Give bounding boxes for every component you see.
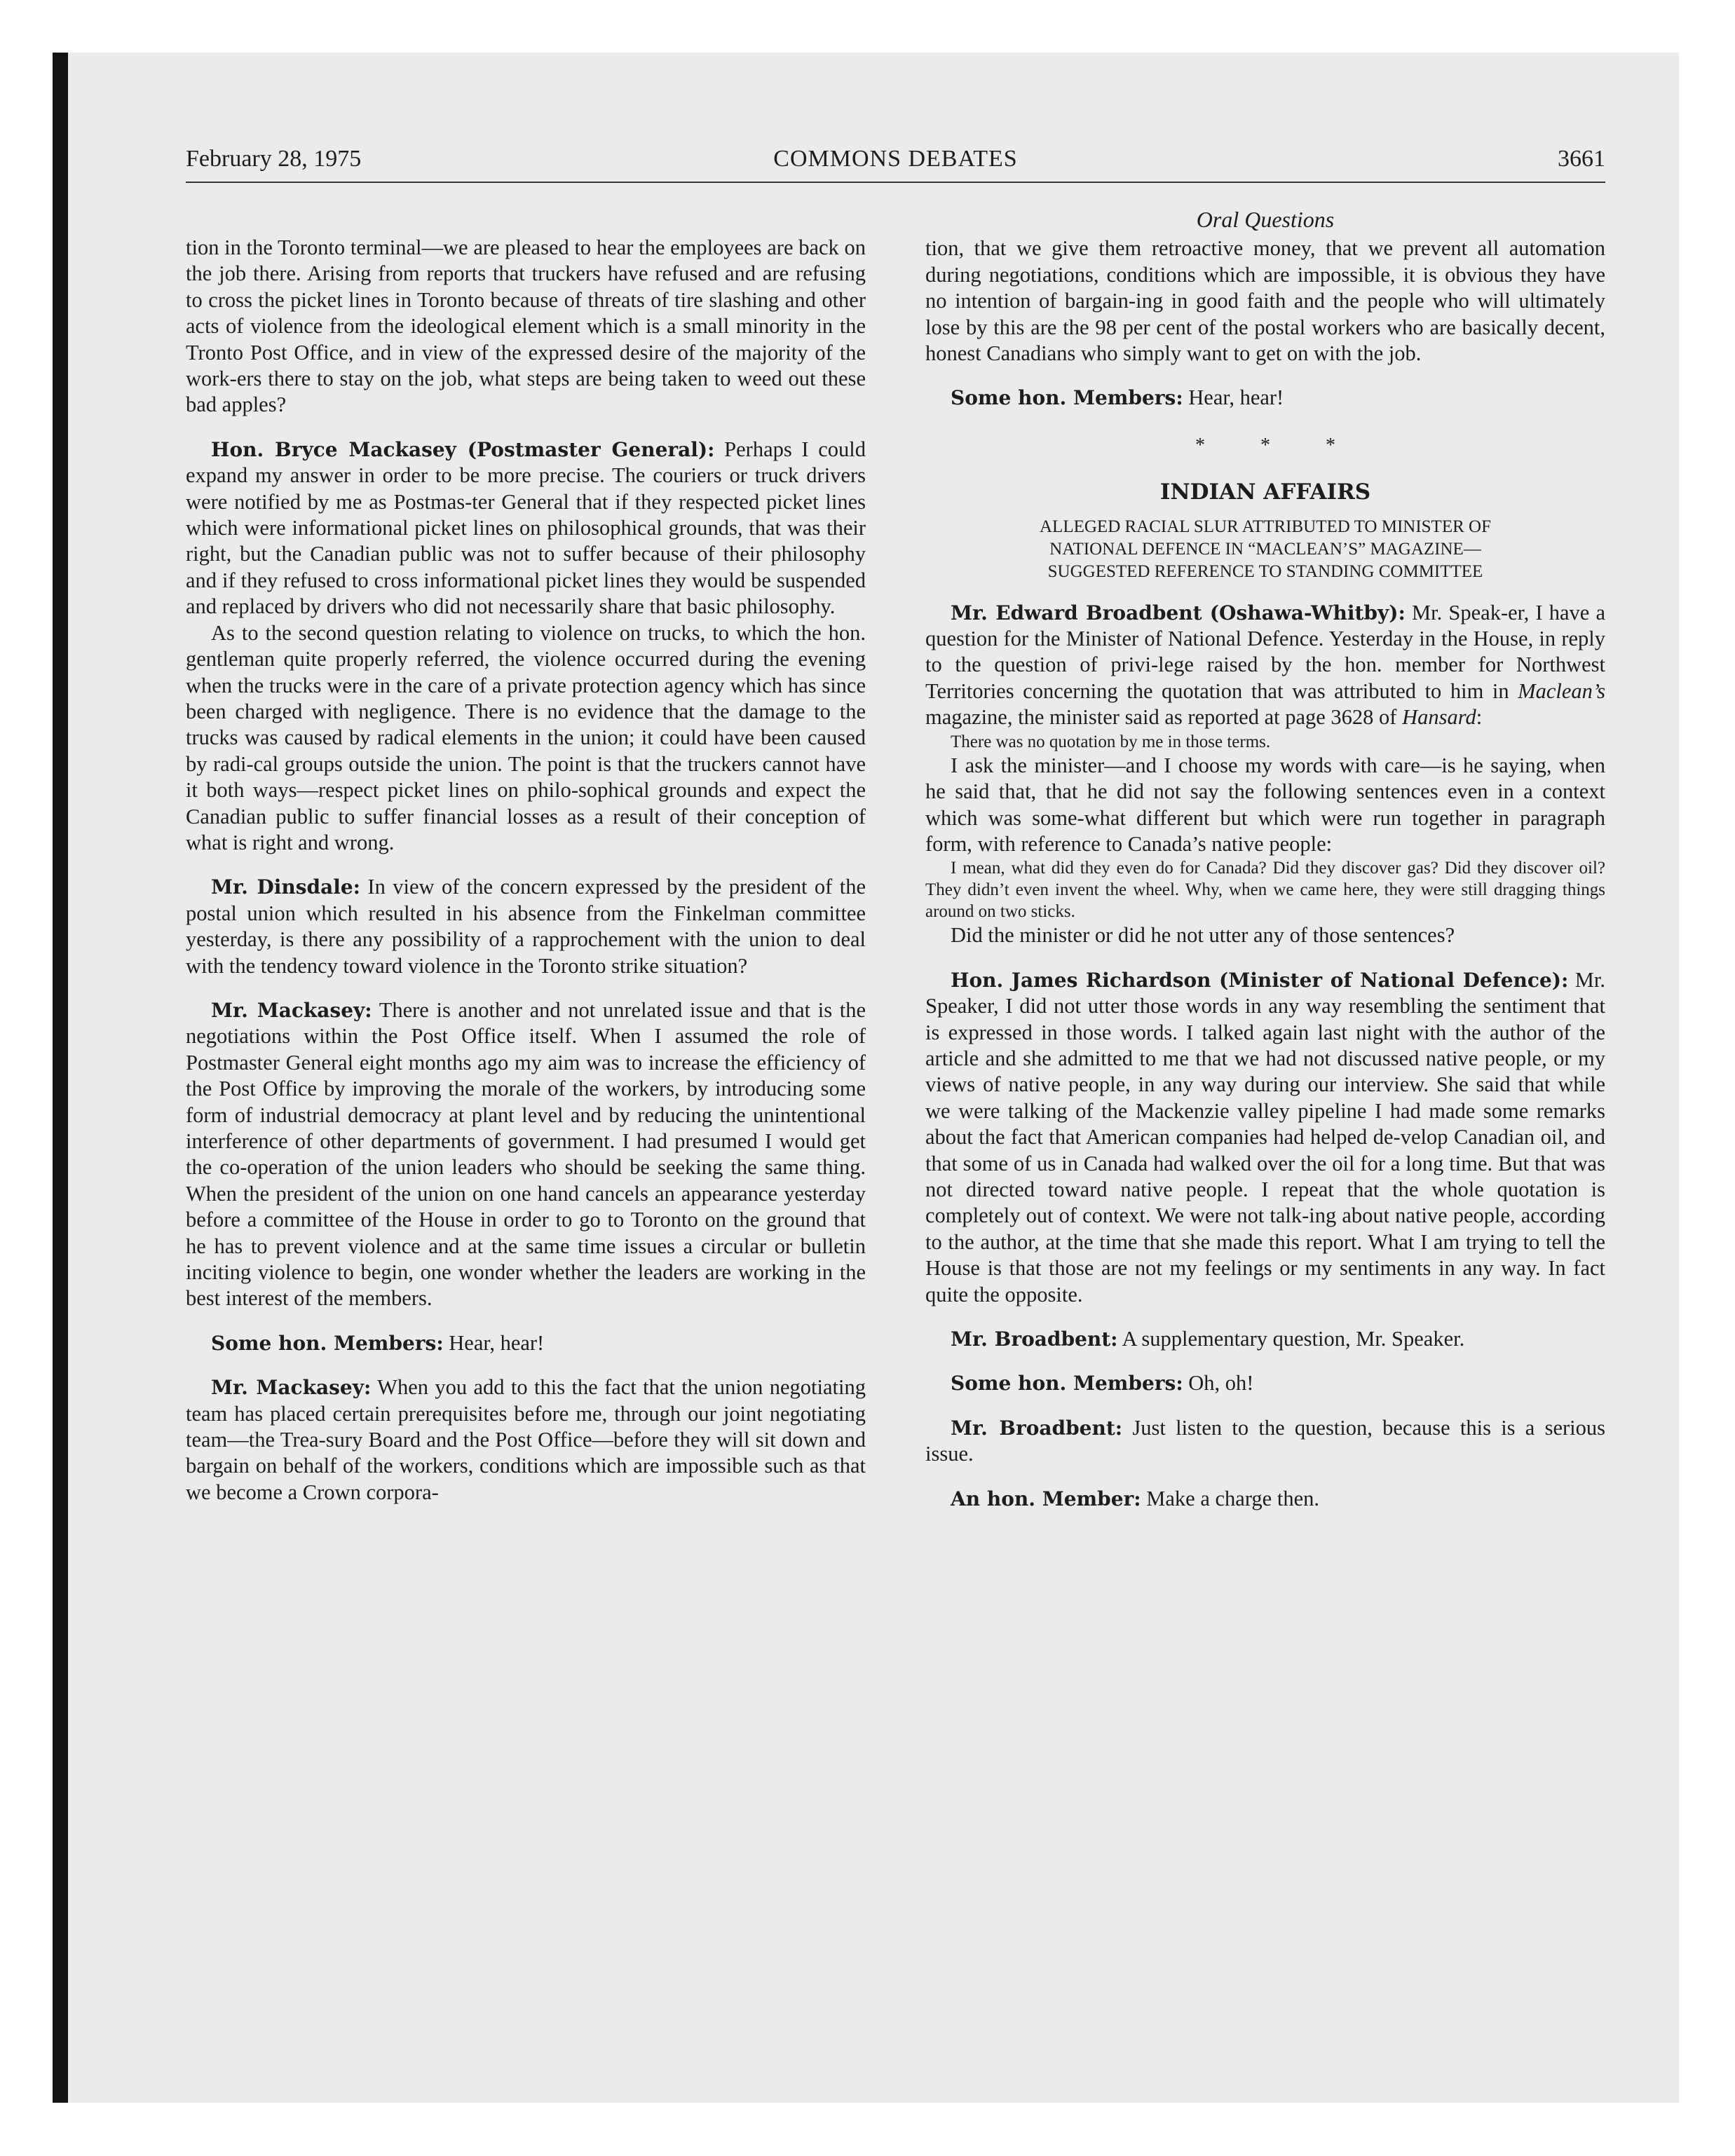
header-date: February 28, 1975 — [186, 146, 362, 172]
paragraph — [186, 1330, 866, 1356]
header-title: COMMONS DEBATES — [773, 146, 1018, 172]
subheading-line: ALLEGED RACIAL SLUR ATTRIBUTED TO MINISTER OF — [1040, 517, 1491, 536]
speech-text: : — [1476, 705, 1483, 730]
speaker-name: Mr. Edward Broadbent (Oshawa-Whitby): — [951, 601, 1406, 625]
speaker-name: Hon. James Richardson (Minister of National Defence): — [951, 968, 1569, 992]
section-heading: INDIAN AFFAIRS — [1159, 479, 1371, 505]
speech-text: When you add to this the fact that the union negotiating team has placed certain prerequisites before me, through our joint negotiating team—the Trea-sury Board and the Post Office—before they will sit down and bargain on behalf of the workers, conditions which are impossible such as that we become a Crown corpora- — [186, 1375, 866, 1504]
paragraph — [925, 1415, 1605, 1468]
subheading-line: NATIONAL DEFENCE IN “MACLEAN’S” MAGAZINE— — [1049, 539, 1481, 559]
speaker-name: Some hon. Members: — [211, 1331, 444, 1355]
document-page — [186, 144, 1605, 1952]
speech-text: Hear, hear! — [443, 1330, 545, 1355]
paragraph — [186, 997, 866, 1312]
italic-publication-name: Maclean’s — [1518, 678, 1605, 703]
speech-text: In view of the concern expressed by the president of the postal union which resulted in his absence from the Finkelman committee yesterday, is there any possibility of a rapprochement with the union to deal with the tendency toward violence in the Toronto strike situation? — [186, 875, 866, 978]
speaker-name: Some hon. Members: — [951, 1372, 1183, 1396]
block-quote: I mean, what did they even do for Canada? Did they discover gas? Did they discover oil? They didn’t even invent the wheel. Why, when we came here, they were still dragging things around on two sticks. — [925, 859, 1605, 922]
speaker-name: An hon. Member: — [951, 1487, 1141, 1510]
left-column — [186, 235, 866, 1506]
paragraph — [186, 437, 866, 620]
speech-text: Mr. Speak-er, I have a question for the Minister of National Defence. Yesterday in the House, in reply to the question of privi-lege raised by the hon. member for Northwest Territories concerning the quotation that was attributed to him in — [925, 600, 1605, 703]
paragraph — [186, 1374, 866, 1506]
speech-text: magazine, the minister said as reported at page 3628 of — [925, 705, 1403, 730]
speaker-name: Mr. Broadbent: — [951, 1328, 1118, 1351]
subheading-line: SUGGESTED REFERENCE TO STANDING COMMITTEE — [1047, 561, 1483, 581]
section-label: Oral Questions — [1196, 207, 1335, 232]
speaker-name: Mr. Mackasey: — [211, 998, 372, 1022]
paragraph — [925, 1370, 1605, 1396]
paragraph — [925, 1326, 1605, 1352]
speech-text: Hear, hear! — [1183, 386, 1284, 410]
paragraph — [925, 967, 1605, 1308]
speech-text: Mr. Speaker, I did not utter those words in any way resembling the sentiment that is expressed in those words. I talked again last night with the author of the article and she admitted to me that we had not discussed native people, or my views of native people, in any way during our interview. She said that while we were talking of the Mackenzie valley pipeline I had made some remarks about the fact that American companies had helped de-velop Canadian oil, and that some of us in Canada had walked over the oil for a long time. But that was not directed toward native people. I repeat that the whole quotation is completely out of context. We were not talk-ing about native people, according to the author, at the time that she made this report. What I am trying to tell the House is that those are not my feelings or my sentiments in any way. In fact quite the opposite. — [925, 967, 1606, 1306]
speech-text: Oh, oh! — [1183, 1371, 1254, 1396]
speaker-name: Mr. Mackasey: — [211, 1376, 372, 1400]
paragraph: Did the minister or did he not utter any of those sentences? — [951, 923, 1455, 948]
speech-text: Just listen to the question, because this is a serious issue. — [925, 1415, 1605, 1466]
paragraph — [925, 1486, 1605, 1512]
speaker-name: Mr. Dinsdale: — [211, 875, 361, 899]
speech-text: Perhaps I could expand my answer in order to be more precise. The couriers or truck drivers were notified by me as Postmas-ter General that if they respected picket lines which were informational picket lines on philosophical grounds, that was their right, but the Canadian public was not to suffer because of their philosophy and if they refused to cross informational picket lines they would be suspended and replaced by drivers who did not necessarily share that basic philosophy. — [186, 437, 866, 619]
block-quote: There was no quotation by me in those terms. — [951, 732, 1271, 751]
italic-publication-name: Hansard — [1402, 705, 1476, 730]
speech-text: Make a charge then. — [1141, 1486, 1319, 1510]
speech-text: A supplementary question, Mr. Speaker. — [1117, 1327, 1465, 1351]
speaker-name: Mr. Broadbent: — [951, 1416, 1123, 1440]
paragraph: As to the second question relating to violence on trucks, to which the hon. gentleman quite properly referred, the violence occurred during the evening when the trucks were in the care of a private protection agency which has since been charged with negligence. There is no evidence that the damage to the trucks was caused by radical elements in the union; it could have been caused by radi-cal groups outside the union. The point is that the truckers cannot have it both ways—respect picket lines on philo-sophical grounds and expect the Canadian public to suffer financial losses as a result of their conception of what is right and wrong. — [186, 620, 866, 854]
paragraph: I ask the minister—and I choose my words with care—is he saying, when he said that, that he did not say the following sentences even in a context which was some-what different but which were run together in paragraph form, with reference to Canada’s native people: — [925, 753, 1605, 856]
paragraph — [186, 874, 866, 979]
running-header — [186, 144, 1605, 183]
paragraph: tion, that we give them retroactive money, that we prevent all automation during negotiations, conditions which are impossible, it is obvious they have no intention of bargain-ing in good faith and the people who will ultimately lose by this are the 98 per cent of the postal workers who are basically decent, honest Canadians who simply want to get on with the job. — [925, 236, 1605, 366]
header-page-number: 3661 — [1558, 146, 1605, 172]
speaker-name: Hon. Bryce Mackasey (Postmaster General): — [211, 437, 715, 461]
speaker-name: Some hon. Members: — [951, 386, 1183, 410]
paragraph — [925, 600, 1605, 731]
section-divider-stars: * * * — [1195, 434, 1361, 456]
section-subheading — [925, 516, 1605, 583]
paragraph: tion in the Toronto terminal—we are pleased to hear the employees are back on the job there. Arising from reports that truckers have refused and are refusing to cross the picket lines in Toronto because of threats of tire slashing and other acts of violence from the ideological element which is a small minority in the Tronto Post Office, and in view of the expressed desire of the majority of the work-ers there to stay on the job, what steps are being taken to weed out these bad apples? — [186, 236, 866, 417]
speech-text: There is another and not unrelated issue and that is the negotiations within the Post Office itself. When I assumed the role of Postmaster General eight months ago my aim was to increase the efficiency of the Post Office by improving the morale of the workers, by introducing some form of industrial democracy at plant level and by reducing the unintentional interference of other departments of government. I had presumed I would get the co-operation of the union leaders who should be seeking the same thing. When the president of the union on one hand cancels an appearance yesterday before a committee of the House in order to go to Toronto on the ground that he has to prevent violence and at the same time issues a circular or bulletin inciting violence to begin, one wonder whether the leaders are working in the best interest of the members. — [186, 997, 866, 1311]
right-column — [925, 207, 1605, 1512]
paragraph — [925, 385, 1605, 411]
